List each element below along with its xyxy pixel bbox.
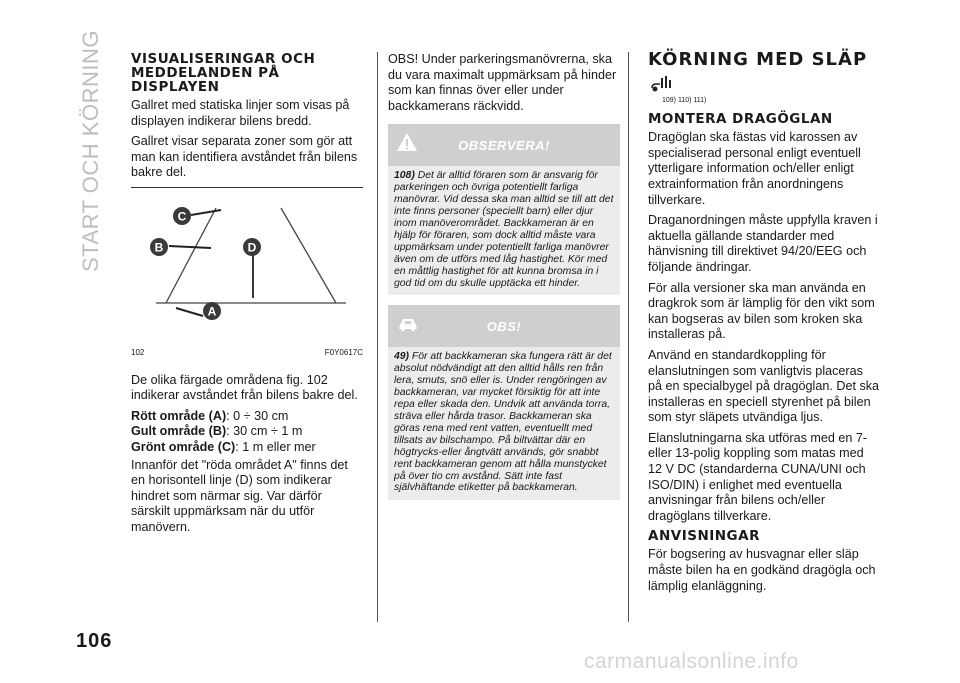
paragraph: Draganordningen måste uppfylla kraven i aktuella gällande standarder med hänvisning till direktivet 94/20/EEG och följande ändringar. [648,213,878,274]
callout-c [173,207,191,225]
warning-number: 108) [394,170,415,182]
paragraph: OBS! Under parkeringsmanövrerna, ska du vara maximalt uppmärksam på hinder som kan finnas över eller under backkamerans räckvidd. [388,52,617,113]
figure-102 [131,187,363,343]
caution-box [388,305,620,500]
caution-body [388,347,620,500]
watermark: carmanualsonline.info [584,650,799,673]
zone-yellow [131,424,363,440]
warning-references: 109) 110) 111) [662,96,707,104]
section-side-title: START OCH KÖRNING [78,30,103,272]
tow-hitch-icon [650,74,672,92]
warning-header [388,124,620,166]
zone-green-label: Grönt område (C) [131,439,236,454]
paragraph: Dragöglan ska fästas vid karossen av specialiserad personal enligt eventuell ytterligare information och/eller enligt extrainformation från anordningens tillverkare. [648,130,861,207]
paragraph: För alla versioner ska man använda en dragkrok som är lämplig för den vikt som kan bogseras av bilen som kroken ska installeras på. [648,280,875,342]
zone-green [131,440,363,456]
zone-red [131,409,363,425]
zone-green-value: : 1 m eller mer [235,439,316,454]
paragraph: Gallret visar separata zoner som gör att man kan identifiera avståndet från bilens bakre del. [131,134,358,180]
warning-body [388,166,620,295]
paragraph: Gallret med statiska linjer som visas på displayen indikerar bilens bredd. [131,98,350,128]
caution-header [388,305,620,347]
callout-c-label: C [177,209,187,224]
zone-yellow-label: Gult område (B) [131,424,227,439]
paragraph: Elanslutningarna ska utföras med en 7- eller 13-polig koppling som matas med 12 V DC (standarderna CUNA/UNI och ISO/DIN) i enlighet med eventuella anvisningar från bilens och/eller dragöglans tillverkare. [648,430,868,523]
paragraph: Innanför det "röda området A" finns det en horisontell linje (D) som indikerar hindret som närmar sig. Var därför särskilt uppmärksam när du utför manövern. [131,457,348,534]
column-3 [648,49,880,599]
paragraph: För bogsering av husvagnar eller släp måste bilen ha en godkänd dragögla och lämplig elanläggning. [648,547,876,593]
paragraph: Använd en standardkoppling för elanslutningen som vanligtvis placeras på en specialbygel på dragöglan. Det ska installeras en speciell styrenhet på bilen som styr släpets utvändiga ljus. [648,347,880,425]
warning-title: OBSERVERA! [458,138,550,154]
column-1 [131,52,363,541]
column-divider [628,52,629,622]
warning-text: Det är alltid föraren som är ansvarig för parkeringen och övriga potentiellt farliga manövrar. Vid dessa ska man alltid se till att det inte finns personer (speciellt barn) eller djur inom manöverområdet. Backkameran är en hjälp för föraren, som dock alltid måste vara uppmärksam under potentiellt farliga manövrer även om de utförs med låg hastighet. Kör med en måttlig hastighet för att kunna bromsa in i god tid om du skulle upptäcka ett hinder. [394,170,614,289]
figure-caption [131,345,363,361]
caution-number: 49) [394,351,410,363]
page-number: 106 [76,630,113,652]
section-heading: KÖRNING MED SLÄP [648,49,868,70]
section-heading: VISUALISERINGAR OCH MEDDELANDEN PÅ DISPLAYEN [131,51,316,95]
callout-d [243,238,261,256]
warning-box [388,124,620,295]
callout-a [203,302,221,320]
zone-red-label: Rött område (A) [131,408,227,423]
figure-code: F0Y0617C [324,347,363,357]
caution-text: För att backkameran ska fungera rätt är det absolut nödvändigt att den alltid hålls ren från lera, smuts, snö eller is. Under rengöringen av backkameran, var mycket försiktig för att inte repa eller skada den. Undvik att använda torra, sträva eller hårda trasor. Backkameran ska göras rena med rent vatten, eventuellt med tillsats av bilschampo. På biltvättar där en högtrycks-eller ångtvätt används, gör snabbt rent backkameran genom att hålla munstycket på över tio cm avstånd. Sätt inte fast självhäftande etiketter på backkameran. [394,351,612,494]
callout-b [150,238,168,256]
subsection-heading: MONTERA DRAGÖGLAN [648,111,833,128]
column-divider [377,52,378,622]
parking-grid-illustration [131,188,363,343]
callout-a-label: A [207,304,217,319]
zone-yellow-value: : 30 cm ÷ 1 m [226,424,303,439]
callout-b-label: B [154,240,164,255]
subsection-heading: ANVISNINGAR [648,528,760,545]
caution-title: OBS! [486,319,522,335]
zone-red-value: : 0 ÷ 30 cm [226,408,289,423]
column-2 [388,52,620,500]
figure-number: 102 [131,347,145,357]
paragraph: De olika färgade områdena fig. 102 indikerar avståndet från bilens bakre del. [131,372,358,403]
callout-d-label: D [247,240,257,255]
